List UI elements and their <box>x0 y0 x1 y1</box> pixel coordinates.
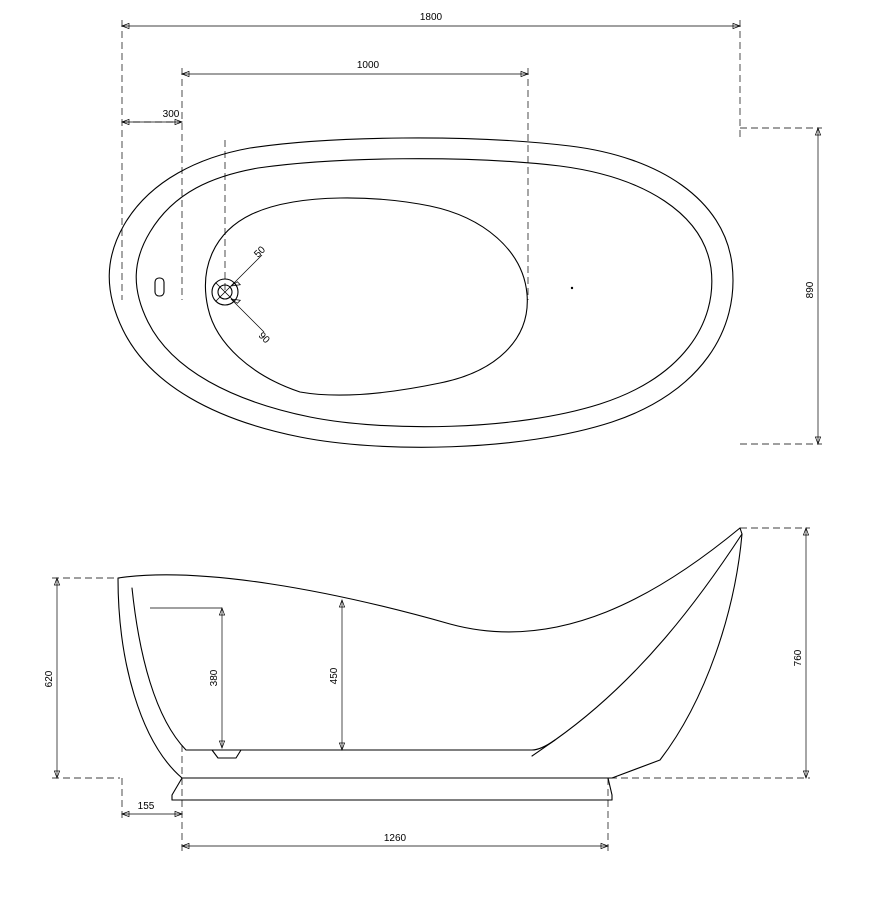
dim-inner-depth-front: 380 <box>209 669 220 687</box>
top-view-group <box>109 12 822 447</box>
dim-drain-dia-inner: 90 <box>255 330 272 346</box>
dim-inner-length: 1000 <box>356 60 380 71</box>
tub-base-plinth <box>172 778 612 800</box>
side-view-group <box>44 528 810 852</box>
side-drain-fitting <box>212 750 241 758</box>
dim-drain-offset: 300 <box>162 109 180 120</box>
dim-base-offset: 155 <box>137 801 155 812</box>
dim-base-length: 1260 <box>383 833 407 844</box>
leader-dia50 <box>231 255 262 286</box>
dim-overall-length: 1800 <box>419 12 443 23</box>
overflow-slot <box>155 278 164 296</box>
dim-rear-height: 760 <box>793 649 804 667</box>
tub-basin-plan <box>205 198 527 395</box>
center-mark-plan <box>571 287 573 289</box>
dim-inner-depth-center: 450 <box>329 667 340 685</box>
dim-drain-dia-outer: 50 <box>252 244 268 261</box>
leader-dia90 <box>231 299 264 332</box>
dim-front-height: 620 <box>44 670 55 688</box>
tub-side-basin-line <box>132 588 555 750</box>
tub-side-profile <box>118 528 742 778</box>
dim-overall-width: 890 <box>805 281 816 299</box>
tub-far-rim-curve <box>532 534 742 756</box>
